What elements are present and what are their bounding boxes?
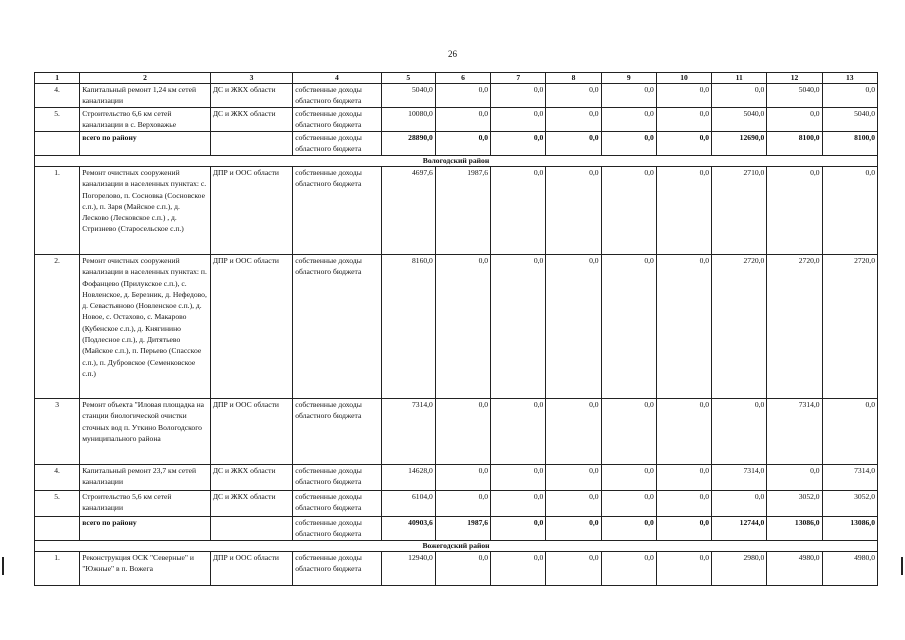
- amount-cell: 0,0: [435, 491, 490, 517]
- page-number: 26: [448, 49, 457, 59]
- total-amount-cell: 8100,0: [767, 132, 822, 156]
- amount-cell: 0,0: [656, 108, 711, 132]
- executor-cell: ДПР и ООС области: [210, 552, 292, 586]
- amount-cell: 0,0: [656, 552, 711, 586]
- empty-cell: [35, 132, 80, 156]
- row-number-cell: 2.: [35, 255, 80, 399]
- total-amount-cell: 8100,0: [822, 132, 877, 156]
- amount-cell: 5040,0: [822, 108, 877, 132]
- total-amount-cell: 0,0: [491, 132, 546, 156]
- empty-cell: [210, 132, 292, 156]
- measure-name-cell: Ремонт очистных сооружений канализации в населенных пунктах: с. Погорелово, п. Сосновка (Сосновское с.п.), п. Заря (Майское с.п.), д. Лесково (Лесковское с.п.) , д. Стризнево (Старосельское с.п.): [80, 167, 211, 255]
- amount-cell: 0,0: [601, 84, 656, 108]
- amount-cell: 6104,0: [381, 491, 435, 517]
- row-number-cell: 4.: [35, 465, 80, 491]
- district-total-row: [35, 132, 878, 156]
- table-row: [35, 552, 878, 586]
- scan-edge-mark-right: [901, 557, 903, 575]
- amount-cell: 0,0: [491, 255, 546, 399]
- executor-cell: ДПР и ООС области: [210, 399, 292, 465]
- column-number-cell: 7: [491, 73, 546, 84]
- amount-cell: 0,0: [601, 465, 656, 491]
- funding-source-cell: собственные доходы областного бюджета: [293, 108, 381, 132]
- amount-cell: 4980,0: [822, 552, 877, 586]
- amount-cell: 5040,0: [381, 84, 435, 108]
- executor-cell: ДС и ЖКХ области: [210, 465, 292, 491]
- amount-cell: 0,0: [822, 84, 877, 108]
- amount-cell: 0,0: [656, 399, 711, 465]
- amount-cell: 0,0: [435, 255, 490, 399]
- amount-cell: 0,0: [822, 399, 877, 465]
- total-amount-cell: 0,0: [656, 132, 711, 156]
- measure-name-cell: Капитальный ремонт 1,24 км сетей канализации: [80, 84, 211, 108]
- amount-cell: 3052,0: [822, 491, 877, 517]
- amount-cell: 12940,0: [381, 552, 435, 586]
- total-amount-cell: 0,0: [546, 517, 601, 541]
- amount-cell: 1987,6: [435, 167, 490, 255]
- amount-cell: 0,0: [491, 84, 546, 108]
- table-row: [35, 255, 878, 399]
- amount-cell: 2980,0: [712, 552, 767, 586]
- total-amount-cell: 40903,6: [381, 517, 435, 541]
- funding-source-cell: собственные доходы областного бюджета: [293, 465, 381, 491]
- funding-source-cell: собственные доходы областного бюджета: [293, 84, 381, 108]
- budget-table: [34, 72, 878, 586]
- total-amount-cell: 12690,0: [712, 132, 767, 156]
- amount-cell: 7314,0: [712, 465, 767, 491]
- amount-cell: 0,0: [601, 108, 656, 132]
- executor-cell: ДПР и ООС области: [210, 255, 292, 399]
- amount-cell: 7314,0: [381, 399, 435, 465]
- amount-cell: 0,0: [435, 108, 490, 132]
- measure-name-cell: Ремонт очистных сооружений канализации в населенных пунктах: п. Фофанцево (Прилукское с.п.), с. Новленское, д. Березник, д. Нефедово, д. Севастьяново (Новленское с.п.), д. Новое, с. Остахово, с. Макарово (Кубенское с.п.), д. Княгинино (Подлесное с.п.), д. Дитятьево (Майское с.п.), п. Перьево (Спасское с.п.), п. Дубровское (Семенковское с.п.): [80, 255, 211, 399]
- funding-source-cell: собственные доходы областного бюджета: [293, 552, 381, 586]
- amount-cell: 0,0: [712, 491, 767, 517]
- total-label-cell: всего по району: [80, 517, 211, 541]
- table-row: [35, 465, 878, 491]
- column-number-cell: 5: [381, 73, 435, 84]
- total-amount-cell: 0,0: [601, 132, 656, 156]
- column-number-header-row: [35, 73, 878, 84]
- amount-cell: 0,0: [546, 167, 601, 255]
- amount-cell: 7314,0: [767, 399, 822, 465]
- funding-source-cell: собственные доходы областного бюджета: [293, 132, 381, 156]
- amount-cell: 0,0: [656, 465, 711, 491]
- column-number-cell: 8: [546, 73, 601, 84]
- table-row: [35, 399, 878, 465]
- total-amount-cell: 0,0: [546, 132, 601, 156]
- amount-cell: 0,0: [491, 491, 546, 517]
- total-amount-cell: 1987,6: [435, 517, 490, 541]
- amount-cell: 0,0: [656, 167, 711, 255]
- total-amount-cell: 0,0: [656, 517, 711, 541]
- amount-cell: 0,0: [601, 552, 656, 586]
- executor-cell: ДПР и ООС области: [210, 167, 292, 255]
- amount-cell: 0,0: [546, 552, 601, 586]
- district-total-row: [35, 517, 878, 541]
- amount-cell: 0,0: [546, 465, 601, 491]
- amount-cell: 0,0: [712, 84, 767, 108]
- district-heading-row: [35, 156, 878, 167]
- total-amount-cell: 0,0: [491, 517, 546, 541]
- district-name-cell: Вологодский район: [35, 156, 878, 167]
- row-number-cell: 5.: [35, 491, 80, 517]
- empty-cell: [210, 517, 292, 541]
- column-number-cell: 4: [293, 73, 381, 84]
- district-heading-row: [35, 541, 878, 552]
- executor-cell: ДС и ЖКХ области: [210, 108, 292, 132]
- amount-cell: 3052,0: [767, 491, 822, 517]
- amount-cell: 0,0: [491, 108, 546, 132]
- amount-cell: 0,0: [546, 255, 601, 399]
- measure-name-cell: Капитальный ремонт 23,7 км сетей канализации: [80, 465, 211, 491]
- amount-cell: 0,0: [767, 465, 822, 491]
- column-number-cell: 1: [35, 73, 80, 84]
- amount-cell: 10080,0: [381, 108, 435, 132]
- amount-cell: 5040,0: [767, 84, 822, 108]
- measure-name-cell: Реконструкция ОСК "Северные" и "Южные" в п. Вожега: [80, 552, 211, 586]
- amount-cell: 0,0: [767, 108, 822, 132]
- amount-cell: 0,0: [491, 167, 546, 255]
- amount-cell: 8160,0: [381, 255, 435, 399]
- amount-cell: 0,0: [546, 491, 601, 517]
- amount-cell: 7314,0: [822, 465, 877, 491]
- amount-cell: 0,0: [712, 399, 767, 465]
- amount-cell: 4697,6: [381, 167, 435, 255]
- total-amount-cell: 13086,0: [767, 517, 822, 541]
- column-number-cell: 13: [822, 73, 877, 84]
- amount-cell: 0,0: [656, 255, 711, 399]
- total-amount-cell: 28890,0: [381, 132, 435, 156]
- amount-cell: 0,0: [491, 465, 546, 491]
- amount-cell: 0,0: [491, 399, 546, 465]
- amount-cell: 14628,0: [381, 465, 435, 491]
- amount-cell: 4980,0: [767, 552, 822, 586]
- amount-cell: 0,0: [767, 167, 822, 255]
- funding-source-cell: собственные доходы областного бюджета: [293, 167, 381, 255]
- measure-name-cell: Ремонт объекта "Иловая площадка на станции биологической очистки сточных вод п. Уткино Вологодского муниципального района: [80, 399, 211, 465]
- amount-cell: 0,0: [546, 399, 601, 465]
- row-number-cell: 1.: [35, 552, 80, 586]
- amount-cell: 0,0: [601, 491, 656, 517]
- amount-cell: 0,0: [546, 108, 601, 132]
- table-row: [35, 108, 878, 132]
- funding-source-cell: собственные доходы областного бюджета: [293, 491, 381, 517]
- amount-cell: 0,0: [656, 491, 711, 517]
- amount-cell: 0,0: [435, 84, 490, 108]
- column-number-cell: 11: [712, 73, 767, 84]
- column-number-cell: 12: [767, 73, 822, 84]
- column-number-cell: 3: [210, 73, 292, 84]
- funding-source-cell: собственные доходы областного бюджета: [293, 255, 381, 399]
- total-amount-cell: 0,0: [601, 517, 656, 541]
- scan-edge-mark-left: [2, 557, 4, 575]
- column-number-cell: 10: [656, 73, 711, 84]
- measure-name-cell: Строительство 5,6 км сетей канализации: [80, 491, 211, 517]
- amount-cell: 0,0: [656, 84, 711, 108]
- funding-source-cell: собственные доходы областного бюджета: [293, 399, 381, 465]
- total-amount-cell: 13086,0: [822, 517, 877, 541]
- amount-cell: 0,0: [491, 552, 546, 586]
- amount-cell: 0,0: [546, 84, 601, 108]
- column-number-cell: 6: [435, 73, 490, 84]
- empty-cell: [35, 517, 80, 541]
- table-body: [35, 73, 878, 586]
- amount-cell: 0,0: [822, 167, 877, 255]
- row-number-cell: 5.: [35, 108, 80, 132]
- row-number-cell: 4.: [35, 84, 80, 108]
- amount-cell: 0,0: [601, 399, 656, 465]
- amount-cell: 2720,0: [712, 255, 767, 399]
- amount-cell: 0,0: [435, 465, 490, 491]
- amount-cell: 2720,0: [822, 255, 877, 399]
- funding-source-cell: собственные доходы областного бюджета: [293, 517, 381, 541]
- total-label-cell: всего по району: [80, 132, 211, 156]
- amount-cell: 2720,0: [767, 255, 822, 399]
- column-number-cell: 2: [80, 73, 211, 84]
- total-amount-cell: 12744,0: [712, 517, 767, 541]
- row-number-cell: 1.: [35, 167, 80, 255]
- executor-cell: ДС и ЖКХ области: [210, 84, 292, 108]
- amount-cell: 2710,0: [712, 167, 767, 255]
- table-row: [35, 84, 878, 108]
- amount-cell: 5040,0: [712, 108, 767, 132]
- table-row: [35, 167, 878, 255]
- row-number-cell: 3: [35, 399, 80, 465]
- executor-cell: ДС и ЖКХ области: [210, 491, 292, 517]
- district-name-cell: Вожегодский район: [35, 541, 878, 552]
- amount-cell: 0,0: [601, 255, 656, 399]
- table-row: [35, 491, 878, 517]
- measure-name-cell: Строительство 6,6 км сетей канализации в с. Верховажье: [80, 108, 211, 132]
- amount-cell: 0,0: [601, 167, 656, 255]
- column-number-cell: 9: [601, 73, 656, 84]
- amount-cell: 0,0: [435, 552, 490, 586]
- amount-cell: 0,0: [435, 399, 490, 465]
- total-amount-cell: 0,0: [435, 132, 490, 156]
